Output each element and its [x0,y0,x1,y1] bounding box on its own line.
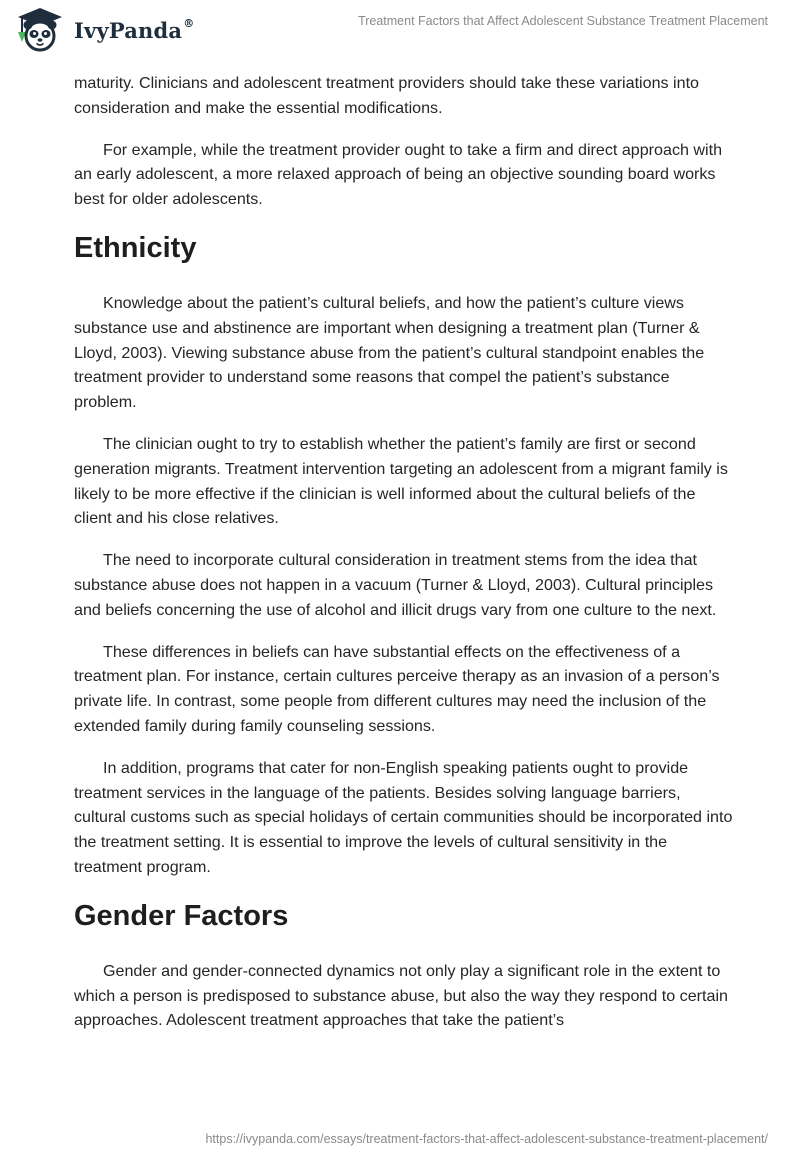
paragraph-ethnicity-1: Knowledge about the patient’s cultural beliefs, and how the patient’s culture views substance use and abstinence are important when designing a treatment plan (Turner & Lloyd, 2003). Viewing substance abuse from the patient’s cultural standpoint enables the treatment provider to understand some reasons that compel the patient’s substance problem. [74,293,705,412]
panda-graduation-cap-icon [14,6,66,52]
brand-name: IvyPanda® [74,16,195,43]
paragraph-gender-1: Gender and gender-connected dynamics not only play a significant role in the extent to which a person is predisposed to substance abuse, but also the way they respond to certain approaches. Adolescent treatment approaches that take the patient’s [74,961,728,1030]
document-title: Treatment Factors that Affect Adolescent Substance Treatment Placement [358,14,768,28]
brand-logo[interactable] [14,6,194,52]
paragraph-ethnicity-5: In addition, programs that cater for non-English speaking patients ought to provide treatment services in the language of the patients. Besides solving language barriers, cultural customs such as special holidays of certain communities should be incorporated into the treatment setting. It is essential to improve the levels of cultural sensitivity in the treatment program. [74,758,733,876]
paragraph-ethnicity-4: These differences in beliefs can have substantial effects on the effectiveness of a treatment plan. For instance, certain cultures perceive therapy as an invasion of a person’s private life. In contrast, some people from different cultures may need the inclusion of the extended family during family counseling sessions. [74,642,720,735]
paragraph-ethnicity-2: The clinician ought to try to establish whether the patient’s family are first or second generation migrants. Treatment intervention targeting an adolescent from a migrant family is likely to be more effective if the clinician is well informed about the cultural beliefs of the client and his close relatives. [74,434,728,528]
paragraph-example: For example, while the treatment provider ought to take a firm and direct approach with an early adolescent, a more relaxed approach of being an objective sounding board works best for older adolescents. [74,140,723,209]
registered-mark: ® [183,16,195,30]
article-body [74,71,734,1050]
paragraph-ethnicity-3: The need to incorporate cultural consideration in treatment stems from the idea that substance abuse does not happen in a vacuum (Turner & Lloyd, 2003). Cultural principles and beliefs concerning the use of alcohol and illicit drugs vary from one culture to the next. [74,551,717,619]
page-header [0,0,800,70]
paragraph-intro-continued: maturity. Clinicians and adolescent treatment providers should take these variations into consideration and make the essential modifications. [74,74,699,117]
heading-gender-factors: Gender Factors [74,899,289,932]
source-url[interactable]: https://ivypanda.com/essays/treatment-factors-that-affect-adolescent-substance-treatment-placement/ [205,1132,768,1146]
heading-ethnicity: Ethnicity [74,231,197,264]
